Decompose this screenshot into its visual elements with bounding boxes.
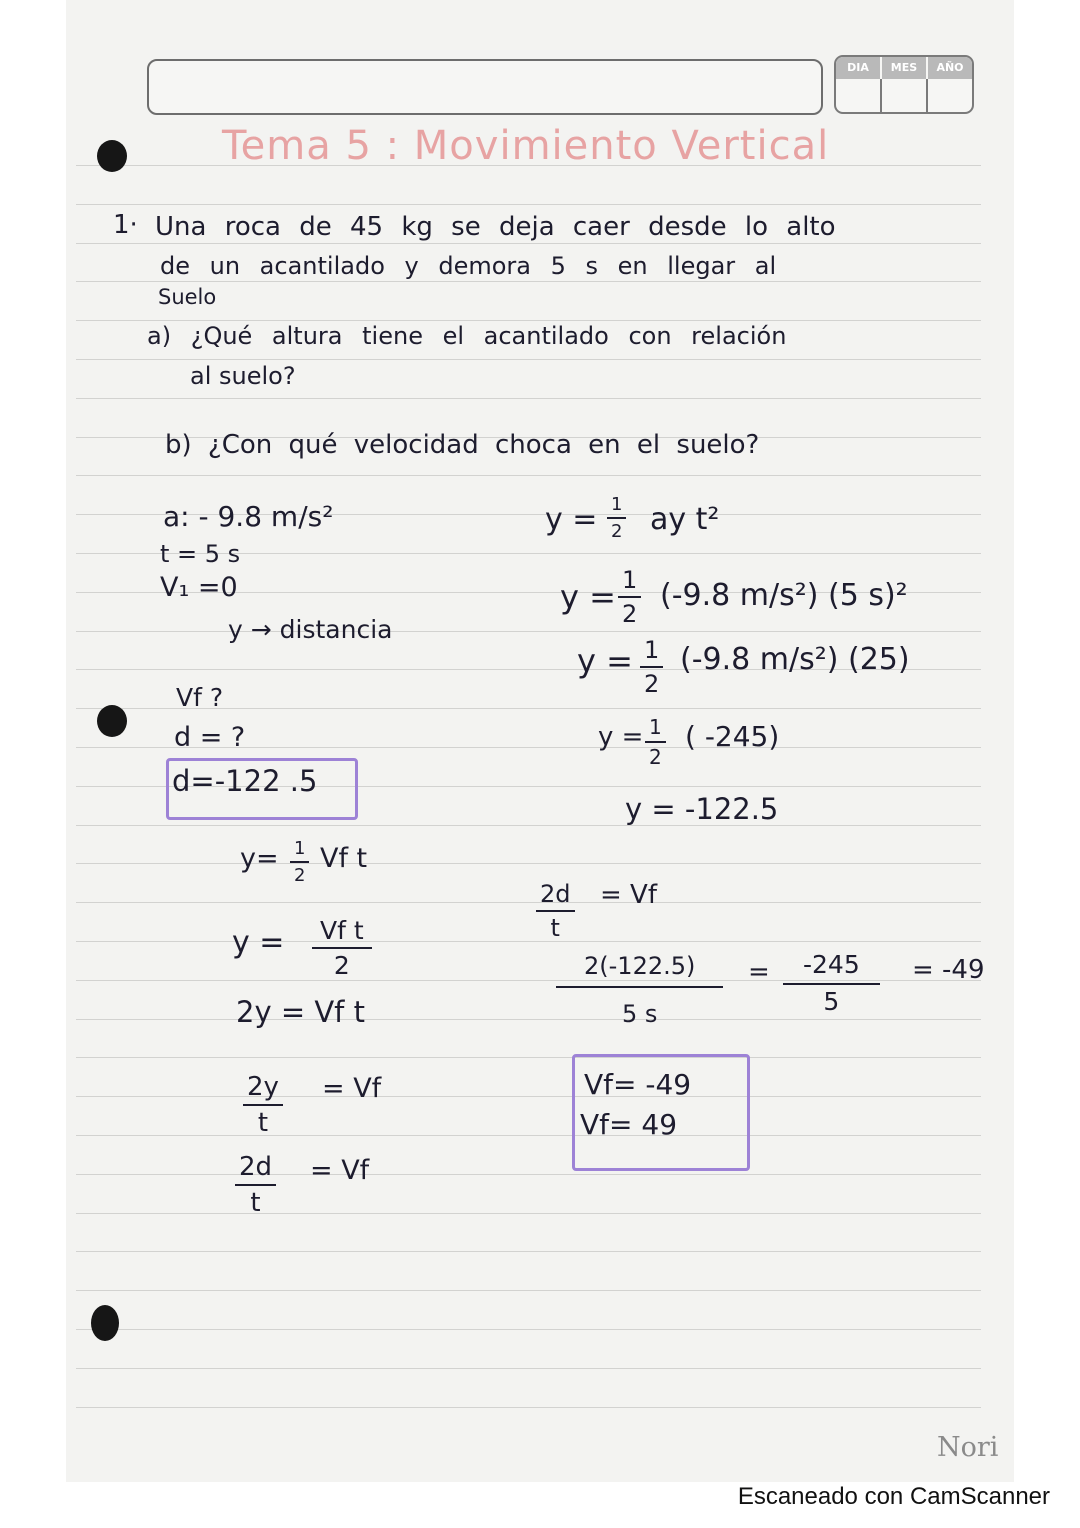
ruled-line (76, 1213, 981, 1214)
ruled-line (76, 320, 981, 321)
given-y-distance: y → distancia (228, 615, 393, 644)
eq3-lhs: y = (577, 642, 633, 680)
left-eq2-fraction: $\frac{\text{Vf t}}{2}$ (312, 916, 372, 980)
eq4-fraction: $\frac{1}{2}$ (645, 715, 666, 769)
header-name-box (147, 59, 823, 115)
ruled-line (76, 863, 981, 864)
notebook-brand-logo: Nori (937, 1432, 999, 1463)
eq7-fraction-2: $\frac{-245}{5}$ (783, 950, 880, 1016)
ruled-line (76, 825, 981, 826)
left-eq1-fraction: $\frac{1}{2}$ (290, 838, 309, 886)
given-acceleration: a: - 9.8 m/s² (163, 500, 334, 533)
eq5-height-result: y = -122.5 (625, 792, 779, 826)
eq7-rhs: = -49 (912, 955, 985, 985)
date-label-day: DIA (836, 57, 882, 79)
problem-line-1: Una roca de 45 kg se deja caer desde lo alto (155, 212, 836, 242)
eq4-rhs: ( -245) (685, 720, 780, 753)
left-eq3: 2y = Vf t (236, 995, 365, 1029)
question-a-line-2: al suelo? (190, 362, 296, 390)
date-label-year: AÑO (936, 61, 964, 74)
ruled-line (76, 1135, 981, 1136)
left-eq5-rhs: = Vf (310, 1155, 370, 1186)
date-box (834, 55, 974, 114)
ruled-line (76, 1057, 981, 1058)
ruled-line (76, 1174, 981, 1175)
eq6-fraction: $\frac{2d}{t}$ (536, 880, 575, 942)
eq1-lhs: y = (545, 502, 598, 537)
eq2-lhs: y = (560, 578, 616, 616)
ruled-line (76, 243, 981, 244)
eq7-fraction-1: $\frac{2(-122.5)}{5 s}$ (556, 952, 723, 1028)
ruled-line (76, 1251, 981, 1252)
ruled-line (76, 1329, 981, 1330)
eq4-lhs: y = (598, 722, 644, 752)
distance-result: d=-122 .5 (172, 764, 318, 798)
eq2-fraction: $\frac{1}{2}$ (618, 566, 641, 628)
ruled-line (76, 1096, 981, 1097)
eq3-rhs: (-9.8 m/s²) (25) (680, 642, 910, 677)
ruled-line (76, 281, 981, 282)
velocity-result-1: Vf= -49 (584, 1068, 692, 1101)
scanner-footer: Escaneado con CamScanner (737, 1483, 1050, 1510)
given-time: t = 5 s (160, 540, 241, 568)
ruled-line (76, 204, 981, 205)
left-eq1-rhs: Vf t (320, 843, 368, 874)
ruled-line (76, 902, 981, 903)
problem-line-2: de un acantilado y demora 5 s en llegar al (160, 252, 777, 280)
ruled-line (76, 1290, 981, 1291)
question-b: b) ¿Con qué velocidad choca en el suelo? (165, 430, 760, 460)
problem-number: 1· (113, 210, 138, 240)
problem-line-3: Suelo (158, 285, 217, 309)
eq7-equals: = (748, 957, 770, 987)
left-eq4-fraction: $\frac{2y}{t}$ (243, 1072, 283, 1138)
left-eq4-rhs: = Vf (322, 1073, 382, 1104)
ruled-line (76, 359, 981, 360)
ruled-line (76, 1368, 981, 1369)
left-eq5-fraction: $\frac{2d}{t}$ (235, 1152, 276, 1218)
given-distance: d = ? (174, 722, 246, 753)
question-a-line-1: a) ¿Qué altura tiene el acantilado con relación (147, 322, 787, 350)
binder-hole-middle (97, 705, 127, 737)
eq2-rhs: (-9.8 m/s²) (5 s)² (660, 578, 908, 613)
eq3-fraction: $\frac{1}{2}$ (640, 636, 663, 698)
eq1-fraction: $\frac{1}{2}$ (607, 494, 626, 542)
left-eq2-lhs: y = (232, 925, 285, 960)
left-eq1-lhs: y= (240, 843, 279, 874)
eq6-rhs: = Vf (600, 880, 657, 910)
ruled-line (76, 398, 981, 399)
ruled-line (76, 631, 981, 632)
binder-hole-bottom (91, 1305, 119, 1341)
binder-hole-top (97, 140, 127, 172)
ruled-line (76, 1407, 981, 1408)
ruled-line (76, 941, 981, 942)
given-final-velocity: Vf ? (176, 683, 224, 712)
ruled-line (76, 475, 981, 476)
page-title: Tema 5 : Movimiento Vertical (222, 123, 830, 169)
date-label-month: MES (882, 57, 928, 79)
ruled-line (76, 1019, 981, 1020)
eq1-rhs: ay t² (650, 502, 720, 537)
velocity-result-2: Vf= 49 (580, 1108, 678, 1141)
given-initial-velocity: V₁ =0 (160, 572, 238, 603)
